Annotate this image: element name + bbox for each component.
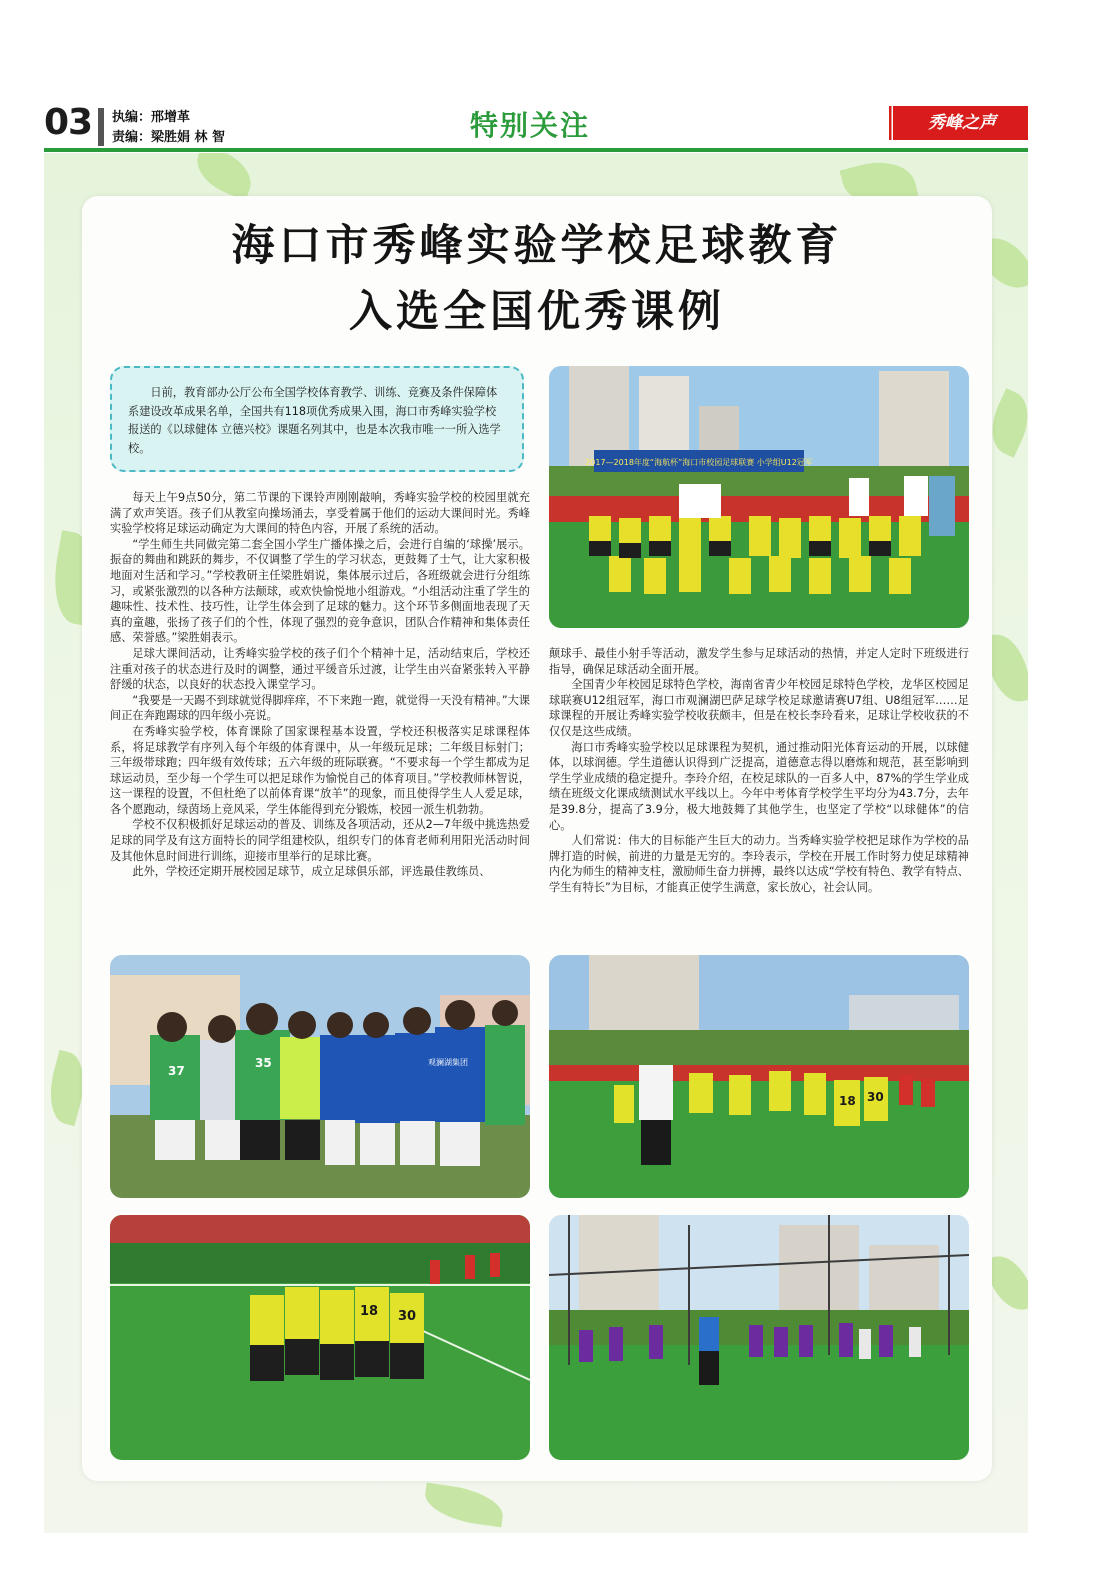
paragraph: 足球大课间活动，让秀峰实验学校的孩子们个个精神十足，活动结束后，学校还注重对孩子的状态进行及时的调整，通过平缓音乐过渡，让学生由兴奋紧张转入平静舒缓的状态，以良好的状态投入课堂学习。: [110, 646, 530, 692]
jersey-number: 30: [398, 1309, 417, 1324]
paragraph: 在秀峰实验学校，体育课除了国家课程基本设置，学校还积极落实足球课程体系，将足球教学有序列入每个年级的体育课中，从一年级玩足球；二年级目标射门；三年级带球跑；四年级有效传球；五六年级的班际联赛。“不要求每一个学生都成为足球运动员，至少每一个学生可以把足球作为愉悦自己的体育项目。”学校教师林智说，这一课程的设置，不但杜绝了以前体育课“放羊”的现象，而且使得学生人人爱足球，各个愿跑动，绿茵场上竞风采，学生体能得到充分锻炼，校园一派生机勃勃。: [110, 724, 530, 816]
coaching-photo: [549, 955, 969, 1198]
paragraph: 海口市秀峰实验学校以足球课程为契机，通过推动阳光体育运动的开展，以球健体，以球润德。学生道德认识得到广泛提高，道德意志得以磨炼和规范，甚至影响到学生学业成绩的稳定提升。李玲介绍，在校足球队的一百多人中，87%的学生学业成绩在班级文化课成绩测试水平线以上。今年中考体育学校学生平均分为43.7分，去年是39.8分，提高了3.9分，极大地鼓舞了其他学生，也坚定了学校“以球健体”的信心。: [549, 740, 969, 832]
paragraph: 学校不仅积极抓好足球运动的普及、训练及各项活动，还从2—7年级中挑选热爱足球的同学及有这方面特长的同学组建校队，组织专门的体育老师利用阳光活动时间及其他休息时间进行训练，迎接市里举行的足球比赛。: [110, 818, 530, 863]
header-rule: [44, 148, 1028, 152]
sponsor-text: 观澜湖集团: [428, 1058, 468, 1067]
jersey-number: 30: [867, 1090, 884, 1104]
team-photo: [549, 366, 969, 628]
editor-credit: 执编：邢增革: [112, 110, 191, 125]
jersey-number: 35: [255, 1056, 272, 1070]
paragraph: 此外，学校还定期开展校园足球节，成立足球俱乐部，评选最佳教练员、: [132, 865, 491, 879]
leaf-decoration: [422, 1483, 506, 1528]
brand-logo: 秀峰之声: [896, 106, 1028, 140]
intro-text: 日前，教育部办公厅公布全国学校体育教学、训练、竞赛及条件保障体系建设改革成果名单，全国共有118项优秀成果入围，海口市秀峰实验学校报送的《以球健体 立德兴校》课题名列其中，也是本次我市唯一一所入选学校。: [128, 386, 501, 455]
training-photo: [549, 1215, 969, 1460]
article-intro: [110, 366, 524, 472]
paragraph: 全国青少年校园足球特色学校，海南省青少年校园足球特色学校，龙华区校园足球联赛U12组冠军，海口市观澜湖巴萨足球学校足球邀请赛U7组、U8组冠军……足球课程的开展让秀峰实验学校收获颇丰，但是在校长李玲看来，足球让学校收获的不仅仅是这些成绩。: [549, 678, 969, 738]
jersey-number: 18: [360, 1304, 379, 1319]
right-column: [549, 646, 969, 896]
left-column: [110, 490, 530, 880]
leaf-decoration: [189, 153, 258, 200]
section-title: 特别关注: [470, 109, 591, 142]
article-title-line2: 入选全国优秀课例: [349, 287, 725, 337]
team-banner-text: 2017—2018年度“海航杯”海口市校园足球联赛 小学组U12冠军: [585, 458, 813, 467]
jersey-number: 37: [168, 1064, 185, 1078]
paragraph: 颠球手、最佳小射手等活动，激发学生参与足球活动的热情，并定人定时下班级进行指导，确保足球活动全面开展。: [549, 647, 969, 676]
paragraph: “学生师生共同做完第二套全国小学生广播体操之后，会进行自编的‘球操’展示。振奋的舞曲和跳跃的舞步，不仅调整了学生的学习状态，更鼓舞了士气，让大家积极地面对生活和学习。”学校教研主任梁胜娟说，集体展示过后，各班级就会进行分组练习，或紧张激烈的以各种方法颠球，或欢快愉悦地小组游戏。“小组活动注重了学生的趣味性、技术性、技巧性，让学生体会到了足球的魅力。这个环节多侧面地表现了天真的童趣，张扬了孩子们的个性，体现了强烈的竞争意识，团队合作精神和集体责任感、荣誉感。”梁胜娟表示。: [110, 537, 530, 645]
paragraph: 人们常说：伟大的目标能产生巨大的动力。当秀峰实验学校把足球作为学校的品牌打造的时候，前进的力量是无穷的。李玲表示，学校在开展工作时努力使足球精神内化为师生的精神支柱，激励师生奋力拼搏，最终以达成“学校有特色、教学有特点、学生有特长”为目标，才能真正使学生满意，家长放心，社会认同。: [549, 834, 969, 894]
paragraph: 每天上午9点50分，第二节课的下课铃声刚刚敲响，秀峰实验学校的校园里就充满了欢声笑语。孩子们从教室向操场涌去，享受着属于他们的运动大课间时光。秀峰实验学校将足球运动确定为大课间的特色内容，开展了系统的活动。: [110, 491, 530, 536]
huddle-photo: [110, 1215, 530, 1460]
page-header: [0, 0, 1100, 155]
jersey-number: 18: [839, 1094, 856, 1108]
page-number: 03: [44, 102, 93, 143]
paragraph: “我要是一天踢不到球就觉得脚痒痒，不下来跑一跑，就觉得一天没有精神。”大课间正在奔跑踢球的四年级小亮说。: [110, 693, 530, 723]
article-title-line1: 海口市秀峰实验学校足球教育: [231, 221, 843, 271]
responsible-editor-credit: 责编：梁胜娟 林 智: [112, 130, 226, 145]
editor-divider: [98, 108, 104, 146]
kids-group-photo: [110, 955, 530, 1198]
